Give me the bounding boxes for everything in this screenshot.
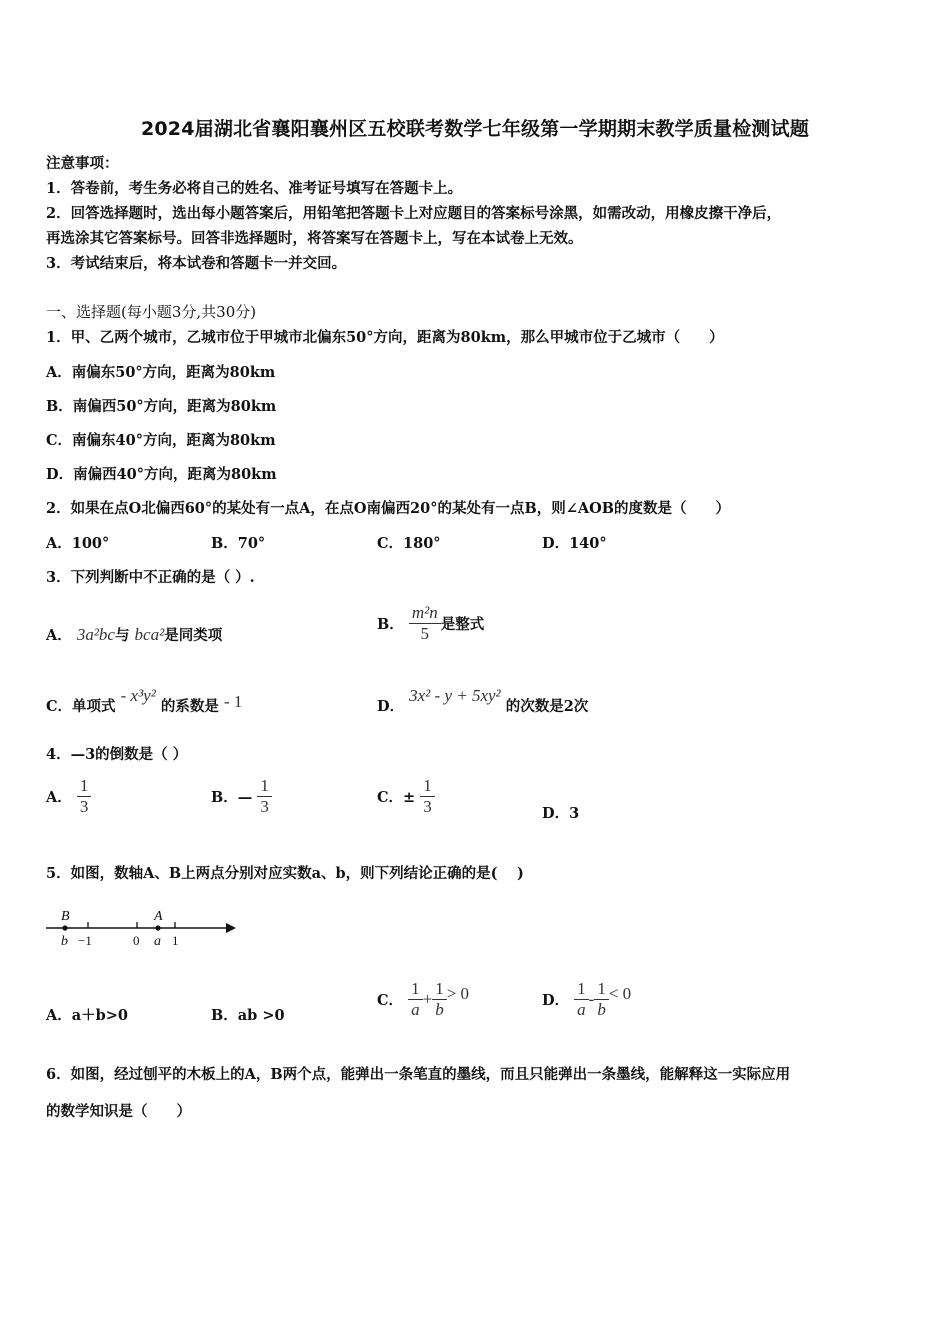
denominator: 5 [420, 624, 430, 643]
option-text: 的系数是 [160, 698, 219, 715]
option-text: 与 [114, 627, 130, 644]
note-item: 再选涂其它答案标号。回答非选择题时，将答案写在答题卡上，写在本试卷上无效。 [46, 230, 583, 247]
option-label: C． [377, 992, 404, 1009]
q5-option-c [377, 979, 469, 1020]
numerator: m²n [409, 603, 441, 624]
option-label: A． [46, 789, 72, 806]
expression: - x³y² [120, 686, 156, 705]
expression: 3x² - y + 5xy² [409, 686, 501, 705]
option-label: C．± [377, 789, 416, 806]
numerator: 1 [574, 979, 589, 1000]
q3-option-a [46, 624, 222, 645]
option-label: A． [46, 627, 72, 644]
q2-option-b: B．70° [211, 535, 266, 552]
page-title: 2024届湖北省襄阳襄州区五校联考数学七年级第一学期期末教学质量检测试题 [140, 118, 810, 140]
question-4-stem: 4．—3的倒数是（ ） [46, 746, 188, 763]
option-label: B．— [211, 789, 253, 806]
expression: bca² [134, 625, 165, 644]
numerator: 1 [594, 979, 609, 1000]
q2-option-a: A．100° [46, 535, 110, 552]
label-B: B [61, 909, 70, 924]
q4-option-b [211, 776, 272, 817]
q5-option-b: B．ab >0 [211, 1007, 285, 1024]
label-A: A [154, 909, 163, 924]
q3-option-c [46, 686, 243, 716]
notes-heading: 注意事项： [46, 155, 119, 172]
fraction [574, 979, 589, 1020]
q2-option-c: C．180° [377, 535, 441, 552]
q1-option-c: C．南偏东40°方向，距离为80km [46, 432, 276, 449]
fraction [432, 979, 447, 1020]
option-label: D． [377, 698, 405, 715]
numerator: 1 [77, 776, 92, 797]
fraction [594, 979, 609, 1020]
question-3-stem: 3．下列判断中不正确的是（ ）. [46, 569, 255, 586]
denominator: 3 [260, 797, 269, 816]
q4-option-c [377, 776, 435, 817]
denominator: a [411, 1000, 420, 1019]
question-2-stem: 2．如果在点O北偏西60°的某处有一点A，在点O南偏西20°的某处有一点B，则∠AOB的度数是（ ） [46, 500, 730, 517]
q1-option-d: D．南偏西40°方向，距离为80km [46, 466, 277, 483]
label-zero: 0 [133, 933, 140, 948]
label-one: 1 [172, 933, 179, 948]
denominator: 3 [423, 797, 432, 816]
option-text: 是整式 [440, 616, 485, 633]
label-b: b [61, 934, 68, 949]
fraction [77, 776, 92, 817]
q5-option-a: A．a＋b>0 [46, 1007, 129, 1024]
q5-option-d [542, 979, 631, 1020]
option-text: 是同类项 [164, 627, 223, 644]
arrow-head [226, 923, 236, 933]
label-a: a [154, 934, 161, 949]
q1-option-a: A．南偏东50°方向，距离为80km [46, 364, 276, 381]
option-text: 的次数是2次 [505, 698, 589, 715]
q4-option-d: D．3 [542, 805, 580, 822]
q2-option-d: D．140° [542, 535, 607, 552]
option-label: C．单项式 [46, 698, 116, 715]
operator: - [588, 989, 595, 1009]
label-minus-one: −1 [78, 933, 92, 948]
q3-option-b [377, 603, 484, 644]
question-6-line-2: 的数学知识是（ ） [46, 1103, 191, 1120]
q3-option-d [377, 686, 589, 716]
inequality: < 0 [608, 983, 632, 1003]
expression: 3a²bc [76, 625, 115, 644]
option-label: D． [542, 992, 570, 1009]
numerator: 1 [408, 979, 423, 1000]
denominator: b [435, 1000, 444, 1019]
section-heading: 一、选择题(每小题3分,共30分) [46, 303, 257, 321]
denominator: b [597, 1000, 606, 1019]
note-item: 1．答卷前，考生务必将自己的姓名、准考证号填写在答题卡上。 [46, 180, 463, 197]
note-item: 3．考试结束后，将本试卷和答题卡一并交回。 [46, 255, 347, 272]
question-5-stem: 5．如图，数轴A、B上两点分别对应实数a、b，则下列结论正确的是( ) [46, 865, 524, 882]
q4-option-a [46, 776, 91, 817]
question-6-line-1: 6．如图，经过刨平的木板上的A，B两个点，能弹出一条笔直的墨线，而且只能弹出一条墨线，能解释这一实际应用 [46, 1066, 791, 1083]
option-label: B． [377, 616, 404, 633]
q1-option-b: B．南偏西50°方向，距离为80km [46, 398, 277, 415]
fraction [408, 979, 423, 1020]
fraction [409, 603, 441, 644]
denominator: 3 [79, 797, 89, 816]
point-b [62, 925, 67, 930]
number-line-figure [40, 902, 250, 954]
numerator: 1 [257, 776, 272, 797]
value: - 1 [223, 692, 243, 711]
fraction [257, 776, 272, 817]
question-1-stem: 1．甲、乙两个城市，乙城市位于甲城市北偏东50°方向，距离为80km，那么甲城市位于乙城市（ ） [46, 329, 724, 346]
denominator: a [577, 1000, 586, 1019]
numerator: 1 [432, 979, 447, 1000]
numerator: 1 [420, 776, 435, 797]
operator: + [422, 989, 433, 1009]
note-item: 2．回答选择题时，选出每小题答案后，用铅笔把答题卡上对应题目的答案标号涂黑，如需改动，用橡皮擦干净后， [46, 205, 782, 222]
fraction [420, 776, 435, 817]
inequality: > 0 [446, 983, 470, 1003]
point-a [155, 925, 160, 930]
